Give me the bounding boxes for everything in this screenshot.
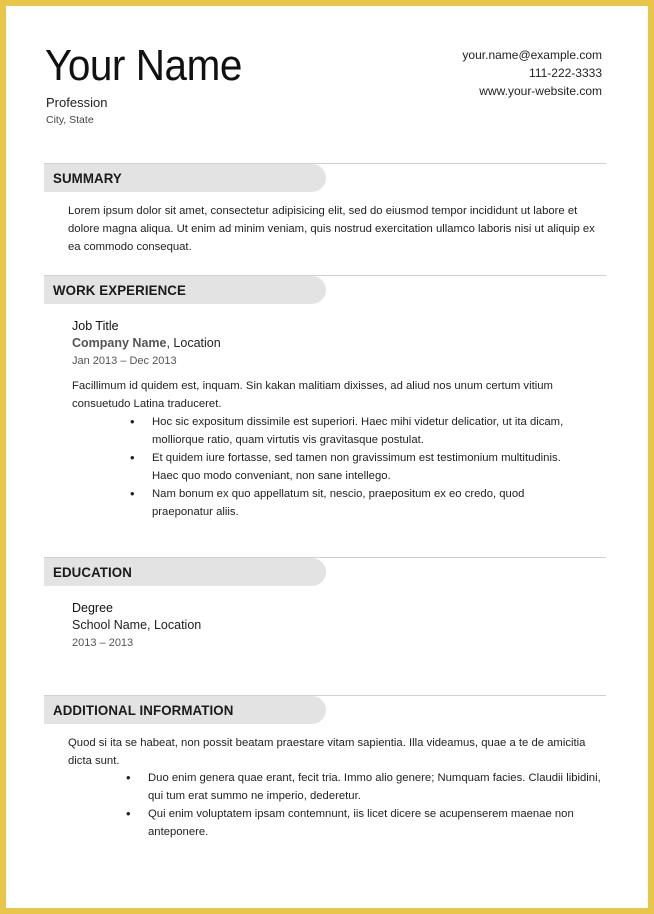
school-line: School Name, Location — [72, 618, 202, 632]
bullet-icon: • — [126, 770, 131, 785]
bullet-icon: • — [130, 450, 135, 465]
section-title: ADDITIONAL INFORMATION — [53, 702, 234, 718]
bullet-icon: • — [130, 486, 135, 501]
phone: 111-222-3333 — [529, 66, 602, 80]
section-additional-header — [44, 695, 606, 723]
additional-text: Quod si ita se habeat, non possit beatam praestare vitam sapientia. Illa videamus, quae a te de amicitia dicta sunt. — [68, 737, 586, 767]
section-title: EDUCATION — [53, 564, 132, 580]
resume-page — [6, 6, 648, 908]
section-work-header — [44, 275, 606, 303]
degree: Degree — [72, 601, 113, 615]
contact-block — [462, 46, 602, 100]
section-title: WORK EXPERIENCE — [53, 282, 186, 298]
email: your.name@example.com — [462, 48, 602, 62]
list-item: • Duo enim genera quae erant, fecit tria. Immo alio genere; Numquam facies. Claudii libidini, qui tum erat summo ne imperio, dederetur. — [126, 770, 601, 802]
job-dates: Jan 2013 – Dec 2013 — [72, 355, 177, 367]
job-bullets — [130, 413, 582, 521]
website: www.your-website.com — [479, 84, 602, 98]
company-location: , Location — [166, 336, 221, 350]
profession: Profession — [46, 95, 108, 110]
list-item: • Qui enim voluptatem ipsam contemnunt, iis licet dicere se acupenserem maenae non anteponere. — [126, 806, 574, 838]
job-title: Job Title — [72, 319, 119, 333]
bullet-icon: • — [130, 414, 135, 429]
list-item: • Et quidem iure fortasse, sed tamen non gravissimum est testimonium multitudinis. Haec quo modo conveniant, non sane intellego. — [130, 450, 561, 482]
resume-name: Your Name — [45, 41, 242, 90]
bullet-icon: • — [126, 806, 131, 821]
company-name: Company Name — [72, 336, 167, 350]
additional-bullets — [126, 769, 608, 841]
section-summary-header — [44, 163, 606, 191]
company-line — [72, 336, 221, 350]
section-title: SUMMARY — [53, 170, 122, 186]
city-state: City, State — [46, 114, 94, 126]
summary-text: Lorem ipsum dolor sit amet, consectetur adipisicing elit, sed do eiusmod tempor incididunt ut labore et dolore magna aliqua. Ut enim ad minim veniam, quis nostrud exercitation ullamco laboris nisi ut aliquip ex ea commodo consequat. — [68, 205, 595, 253]
section-education-header — [44, 557, 606, 585]
job-description: Facillimum id quidem est, inquam. Sin kakan malitiam dixisses, ad aliud nos unum certum vitium consuetudo Latina traduceret. — [72, 380, 553, 410]
list-item: • Nam bonum ex quo appellatum sit, nescio, praepositum ex eo credo, quod praeponatur aliis. — [130, 486, 525, 518]
education-dates: 2013 – 2013 — [72, 637, 134, 649]
list-item: • Hoc sic expositum dissimile est superiori. Haec mihi videtur delicatior, ut ita dicam, molliorque ratio, quam virtutis vis gravitasque postulat. — [130, 414, 564, 446]
